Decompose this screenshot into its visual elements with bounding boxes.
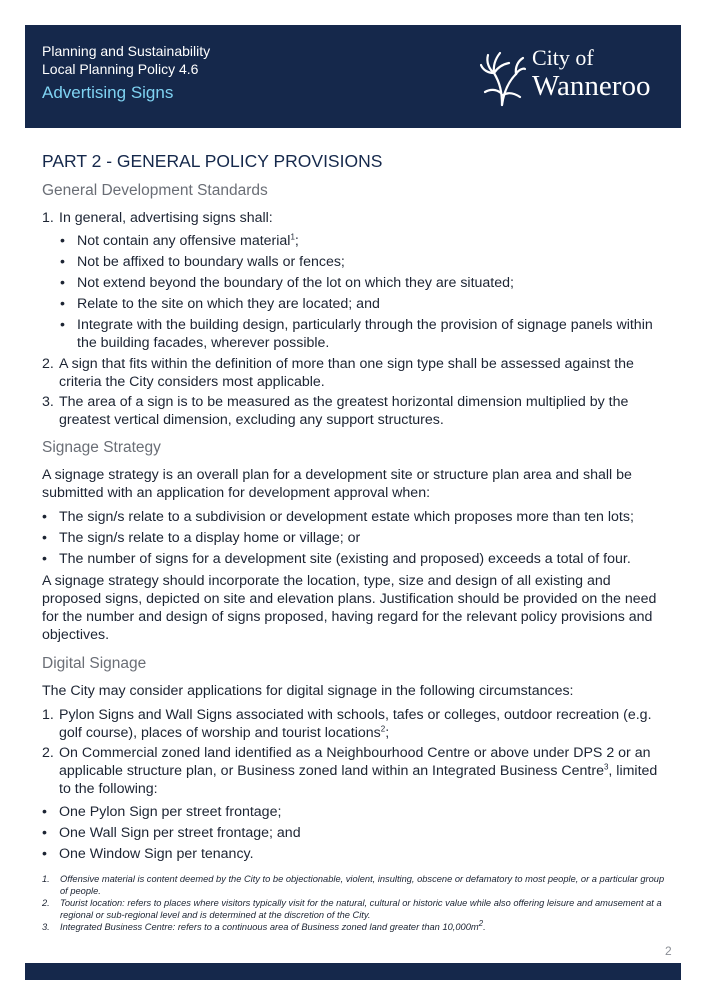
list-item — [60, 316, 670, 352]
footnote-text: Offensive material is content deemed by the City to be objectionable, violent, insulting, obscene or defamatory to most people, or a particular group of people. — [60, 874, 665, 896]
item-number: 2. — [42, 356, 54, 372]
bullet: • — [42, 509, 47, 525]
item-text: Pylon Signs and Wall Signs associated with schools, tafes or colleges, outdoor recreation (e.g. golf course), places of worship and tourist locations — [59, 707, 652, 741]
logo-city-text: City of — [532, 45, 594, 70]
list-item — [42, 845, 670, 863]
list-item — [42, 803, 670, 821]
item-text: On Commercial zoned land identified as a Neighbourhood Centre or above under DPS 2 or an applicable structure plan, or Business zoned land within an Integrated Business Centre — [59, 745, 651, 779]
list-item — [42, 508, 670, 526]
footnote-text: Tourist location: refers to places where visitors typically visit for the natural, cultural or historic value while also offering leisure and amusement at a regional or sub-regional level and is determined at the discretion of the City. — [60, 898, 662, 920]
footer-bar — [25, 963, 681, 980]
page-number: 2 — [665, 944, 672, 958]
list-item — [42, 550, 670, 568]
list-item-text: One Pylon Sign per street frontage; — [59, 804, 282, 820]
superscript: 2 — [478, 918, 484, 928]
bullet: • — [60, 233, 65, 249]
list-item-text: Not extend beyond the boundary of the lot on which they are situated; — [77, 275, 514, 291]
footnotes — [42, 873, 667, 933]
document-body — [42, 147, 670, 866]
section-heading-digital: Digital Signage — [42, 655, 147, 672]
footnote — [42, 873, 667, 897]
list-item-text: Integrate with the building design, particularly through the provision of signage panels within the building facades, wherever possible. — [77, 317, 653, 351]
footnote-ref: 2 — [380, 724, 386, 734]
list-item-text: Not contain any offensive material — [77, 233, 291, 249]
list-item-text: The number of signs for a development site (existing and proposed) exceeds a total of four. — [59, 551, 631, 567]
page-header — [25, 25, 681, 128]
list-item-text: Relate to the site on which they are located; and — [77, 296, 380, 312]
numbered-item — [42, 355, 670, 391]
list-item — [42, 824, 670, 842]
bullet: • — [42, 846, 47, 862]
item-number: 3. — [42, 394, 54, 410]
footnote — [42, 897, 667, 921]
bullet: • — [42, 804, 47, 820]
list-item — [60, 295, 670, 313]
paragraph: A signage strategy is an overall plan for a development site or structure plan area and shall be submitted with an application for development approval when: — [42, 467, 632, 501]
header-department: Planning and Sustainability — [42, 43, 211, 59]
bullet: • — [60, 296, 65, 312]
part-title: PART 2 - GENERAL POLICY PROVISIONS — [42, 151, 383, 171]
bullet: • — [60, 254, 65, 270]
item-text: In general, advertising signs shall: — [59, 210, 273, 226]
list-item-text: Not be affixed to boundary walls or fences; — [77, 254, 345, 270]
numbered-item — [42, 706, 670, 742]
item-text: A sign that fits within the definition of more than one sign type shall be assessed against the criteria the City considers most applicable. — [59, 356, 634, 390]
list-item-text: One Wall Sign per street frontage; and — [59, 825, 301, 841]
list-item-text: One Window Sign per tenancy. — [59, 846, 254, 862]
list-item-text: The sign/s relate to a display home or village; or — [59, 530, 361, 546]
list-item — [42, 529, 670, 547]
bullet: • — [42, 530, 47, 546]
item-number: 1. — [42, 210, 54, 226]
item-text: The area of a sign is to be measured as the greatest horizontal dimension multiplied by the greatest vertical dimension, excluding any support structures. — [59, 394, 629, 428]
numbered-item — [42, 393, 670, 429]
flower-icon — [480, 47, 526, 107]
footnote-number: 1. — [42, 874, 50, 884]
bullet: • — [60, 317, 65, 333]
footnote-ref: 3 — [603, 762, 609, 772]
list-item — [60, 253, 670, 271]
city-of-wanneroo-logo — [480, 45, 670, 107]
logo-name-text: Wanneroo — [532, 70, 651, 102]
item-punct: ; — [385, 725, 390, 741]
item-number: 2. — [42, 745, 54, 761]
list-item-punct: ; — [294, 233, 299, 249]
footnote-number: 3. — [42, 922, 50, 932]
header-policy-title: Advertising Signs — [42, 83, 174, 102]
numbered-item — [42, 744, 670, 798]
list-item — [60, 232, 670, 250]
footnote-ref: 1 — [290, 232, 295, 242]
footnote-number: 2. — [42, 898, 50, 908]
section-heading-general: General Development Standards — [42, 182, 268, 199]
footnote-text: Integrated Business Centre: refers to a continuous area of Business zoned land greater than 10,000m — [60, 922, 479, 932]
item-number: 1. — [42, 707, 54, 723]
header-policy-number: Local Planning Policy 4.6 — [42, 61, 199, 77]
paragraph: A signage strategy should incorporate the location, type, size and design of all existing and proposed signs, depicted on site and elevation plans. Justification should be provided on the need for the number and design of signs proposed, having regard for the relevant policy provisions and objectives. — [42, 573, 657, 643]
bullet: • — [42, 551, 47, 567]
numbered-item — [42, 209, 670, 227]
section-heading-strategy: Signage Strategy — [42, 439, 161, 456]
paragraph: The City may consider applications for digital signage in the following circumstances: — [42, 683, 574, 699]
list-item-text: The sign/s relate to a subdivision or development estate which proposes more than ten lots; — [59, 509, 634, 525]
footnote-punct: . — [483, 922, 486, 932]
item-text-cont: , limited to the following: — [59, 763, 658, 797]
bullet: • — [60, 275, 65, 291]
list-item — [60, 274, 670, 292]
bullet: • — [42, 825, 47, 841]
footnote — [42, 918, 667, 933]
